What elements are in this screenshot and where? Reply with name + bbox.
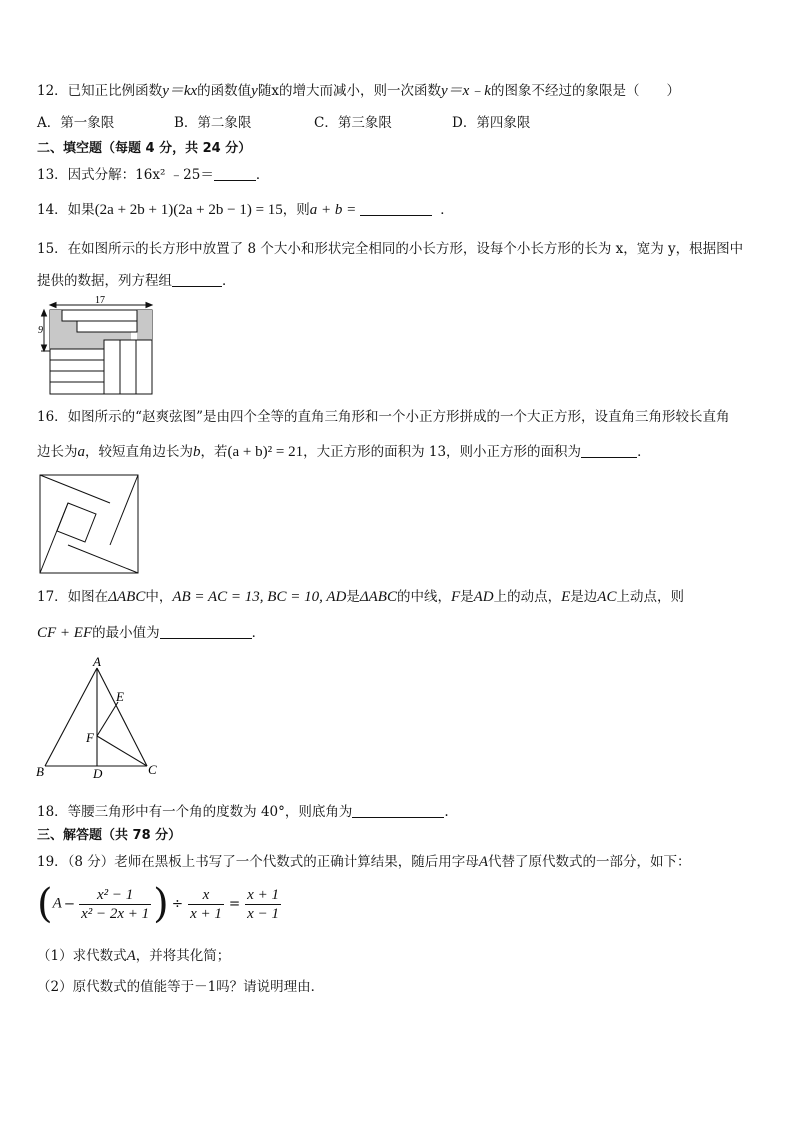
question-16-line-1: 16．如图所示的“赵爽弦图”是由四个全等的直角三角形和一个小正方形拼成的一个大正方形，设直角三角形较长直角 [37, 409, 730, 425]
q16-text: 边长为 [37, 444, 78, 460]
q12-text: 随 [257, 83, 272, 99]
triangle-edge-1 [40, 475, 110, 503]
triangle-edge-3 [68, 545, 138, 573]
q12-formula-2: y＝x﹣k [440, 83, 491, 99]
label-d: D [93, 766, 103, 778]
question-15-line-1: 15．在如图所示的长方形中放置了 8 个大小和形状完全相同的小长方形，设每个小长方形的长为 x，宽为 y，根据图中 [37, 241, 744, 257]
q13-text: 13．因式分解：16x² ﹣25＝ [37, 167, 214, 183]
q16-condition: (a + b)² = 21 [227, 444, 304, 460]
q12-formula-1: y＝kx [162, 83, 198, 99]
q19-part-2: （2）原代数式的值能等于－1吗？请说明理由． [37, 979, 325, 995]
q17-end: ． [251, 625, 266, 641]
eq-left-paren: ( [37, 881, 53, 927]
q17-expression: CF + EF [37, 625, 93, 641]
width-arrow-head-left [50, 303, 56, 308]
option-a[interactable]: A．第一象限 [37, 115, 115, 131]
q12-text: 的图象不经过的象限是（ ） [490, 83, 680, 99]
question-17-line-2 [37, 623, 265, 643]
width-arrow-head-right [146, 303, 152, 308]
q17-text: 上动点，则 [616, 589, 684, 605]
q17-text: 中， [145, 589, 173, 605]
eq-fraction-1 [79, 886, 151, 923]
q17-text: 的最小值为 [92, 625, 160, 641]
eq-fraction-2 [188, 886, 224, 923]
label-f: F [86, 730, 94, 745]
q14-expression-2: a + b = [309, 202, 357, 218]
label-a: A [93, 654, 101, 669]
q18-answer-blank[interactable] [352, 803, 444, 818]
eq-f3-denominator: x − 1 [247, 905, 279, 922]
q19-part-1 [37, 946, 230, 966]
q17-text: 的中线， [396, 589, 451, 605]
q17-answer-blank[interactable] [160, 624, 252, 639]
q17-text: 是 [346, 589, 360, 605]
q18-end: . [444, 804, 449, 820]
q16-text: ，若 [200, 444, 228, 460]
q17-condition: AB = AC = 13, BC = 10, AD [172, 589, 347, 605]
q12-var-y: y [251, 83, 258, 99]
label-c: C [148, 762, 157, 777]
q13-answer-blank[interactable] [214, 166, 256, 181]
q17-triangle-2: ΔABC [359, 589, 397, 605]
q15-answer-blank[interactable] [172, 272, 222, 287]
eq-var-a: A [52, 895, 62, 912]
q19-text: 代替了原代数式的一部分，如下： [487, 854, 691, 870]
q15-end: ． [222, 273, 236, 289]
section-3-title: 三、解答题（共 78 分） [37, 828, 182, 843]
lower-right-block [104, 340, 152, 394]
q16-text: ，较短直角边长为 [85, 444, 193, 460]
q19-p1-text: ，并将其化简； [135, 948, 231, 964]
q16-zhao-shuang-diagram [39, 474, 139, 574]
q14-end: ． [440, 202, 454, 218]
height-label: 9 [38, 325, 43, 336]
small-square [57, 503, 96, 542]
question-15-line-2 [37, 271, 236, 291]
height-arrow-head-top [42, 310, 47, 316]
q19-var-a: A [478, 854, 488, 870]
segment-fe [97, 702, 118, 736]
question-14 [37, 200, 454, 220]
eq-right-paren: ) [153, 881, 169, 927]
q16-answer-blank[interactable] [581, 443, 637, 458]
q17-text: 17．如图在 [37, 589, 109, 605]
q17-text: 上的动点， [493, 589, 562, 605]
option-b[interactable]: B．第二象限 [174, 115, 252, 131]
q17-segment-ad: AD [473, 589, 494, 605]
q17-segment-ac: AC [597, 589, 617, 605]
small-rect-1 [62, 310, 137, 321]
q12-text: 的函数值 [197, 83, 252, 99]
question-19-line-1 [37, 852, 690, 872]
q19-p1-text: （1）求代数式 [37, 948, 127, 964]
eq-minus: − [63, 896, 76, 912]
question-18 [37, 802, 449, 822]
q14-expression: (2a + 2b + 1)(2a + 2b − 1) = 15 [94, 202, 283, 218]
q18-text: 18．等腰三角形中有一个角的度数为 40°，则底角为 [37, 804, 353, 820]
height-arrow-head-bottom [42, 345, 47, 351]
eq-f2-denominator: x + 1 [190, 905, 222, 922]
q14-text: 14．如果 [37, 202, 95, 218]
q14-text: ，则 [282, 202, 310, 218]
q19-equation [37, 881, 283, 927]
big-square [40, 475, 138, 573]
q19-text: 19．（8 分）老师在黑板上书写了一个代数式的正确计算结果，随后用字母 [37, 854, 479, 870]
label-b: B [36, 764, 44, 778]
q12-var-x: x [271, 83, 279, 99]
q17-triangle: ΔABC [108, 589, 146, 605]
small-square-area [68, 503, 110, 545]
q15-text: 提供的数据，列方程组 [37, 273, 172, 289]
section-2-title: 二、填空题（每题 4 分，共 24 分） [37, 141, 252, 156]
eq-f2-numerator: x [188, 886, 224, 905]
eq-divide: ÷ [171, 896, 184, 912]
eq-f1-numerator: x² − 1 [79, 886, 151, 905]
eq-f3-numerator: x + 1 [247, 886, 279, 903]
q17-triangle-figure [34, 654, 164, 778]
q13-end: ． [255, 167, 270, 183]
question-17-line-1 [37, 587, 684, 607]
q17-point-e: E [561, 589, 571, 605]
q16-end: ． [637, 444, 651, 460]
q17-text: 是边 [570, 589, 598, 605]
question-12 [37, 81, 680, 101]
q16-var-b: b [193, 444, 201, 460]
q16-text: ，大正方形的面积为 13，则小正方形的面积为 [303, 444, 582, 460]
question-13 [37, 165, 269, 185]
q19-p1-var-a: A [126, 948, 136, 964]
question-16-line-2 [37, 442, 651, 462]
option-c[interactable]: C．第三象限 [314, 115, 392, 131]
side-ab [45, 668, 97, 766]
option-d[interactable]: D．第四象限 [452, 115, 531, 131]
q14-answer-blank[interactable] [360, 201, 432, 216]
eq-fraction-3 [245, 886, 281, 923]
q17-point-f: F [450, 589, 461, 605]
triangle-edge-2 [110, 475, 138, 545]
q12-text: 的增大而减小，则一次函数 [278, 83, 441, 99]
small-rect-2 [77, 321, 137, 332]
q16-var-a: a [77, 444, 85, 460]
eq-equals: = [228, 896, 241, 912]
width-label: 17 [95, 296, 105, 306]
label-e: E [116, 689, 124, 704]
q12-text: 12．已知正比例函数 [37, 83, 163, 99]
q15-rectangle-figure [34, 296, 158, 396]
eq-f1-denominator: x² − 2x + 1 [81, 905, 150, 922]
q17-text: 是 [460, 589, 474, 605]
